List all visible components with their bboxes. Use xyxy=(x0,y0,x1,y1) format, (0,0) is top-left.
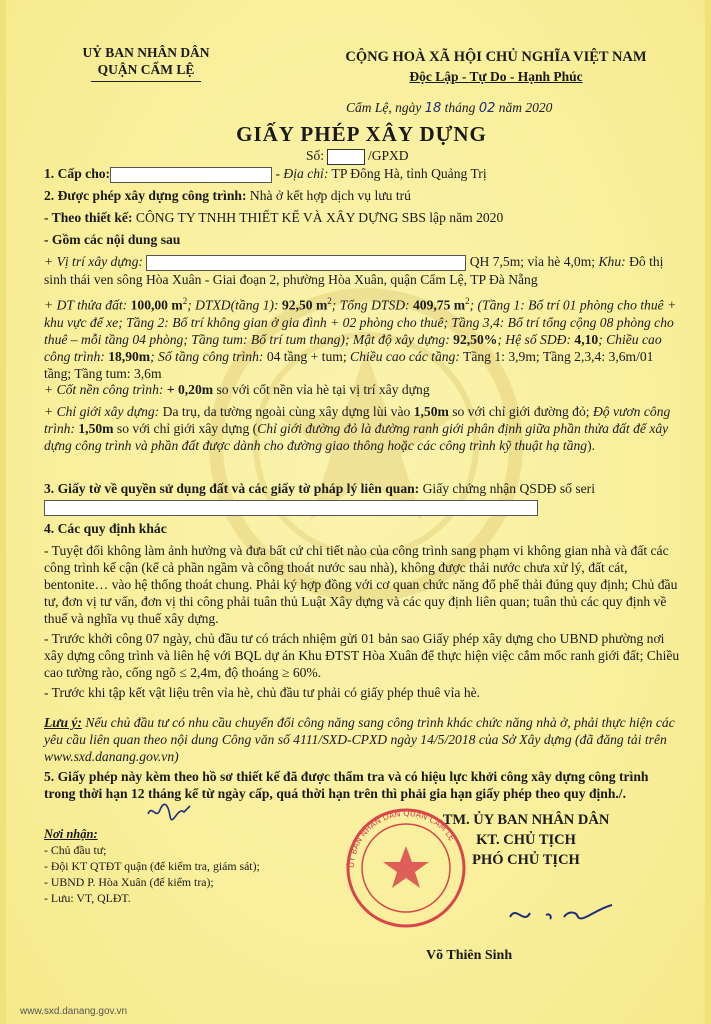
s2-value: Nhà ở kết hợp dịch vụ lưu trú xyxy=(249,188,411,203)
setback-text2: so với chỉ giới đường đỏ; xyxy=(452,404,590,419)
build-area-value: 92,50 m xyxy=(281,297,328,313)
floor-height-label: Chiều cao các tầng: xyxy=(350,348,460,364)
seal-text: ỦY BAN NHÂN DÂN QUẬN CẨM LỆ xyxy=(346,808,457,869)
foundation-value: + 0,20m xyxy=(166,382,214,397)
signature-block xyxy=(366,810,686,870)
s1-addr: TP Đông Hà, tỉnh Quảng Trị xyxy=(331,166,487,181)
far-value: 4,10 xyxy=(574,331,599,347)
section-5: 5. Giấy phép này kèm theo hồ sơ thiết kế đã được thẩm tra và có hiệu lực khởi công xây dựng công trình trong thời hạn 12 tháng kể từ ngày cấp, quá thời hạn trên thì phải gia hạn giấy phép theo quy định./. xyxy=(44,769,649,801)
rule-3: - Trước khi tập kết vật liệu trên vỉa hè, chủ đầu tư phải có giấy phép thuê vỉa hè. xyxy=(44,685,481,700)
sign-title: PHÓ CHỦ TỊCH xyxy=(472,852,580,868)
setback-label: + Chỉ giới xây dựng: xyxy=(44,404,160,419)
foundation-rest: so với cốt nền vỉa hè tại vị trí xây dựng xyxy=(216,382,430,397)
note-text: Nếu chủ đầu tư có nhu cầu chuyển đổi công năng sang công trình khác chức năng nhà ở, phải thực hiện các yêu cầu liên quan theo nội dung Công văn số 4111/SXD-CPXD ngày 14/5/2018 của Sở Xây dựng (đã đăng tải trên www.sxd.danang.gov.vn) xyxy=(44,715,675,764)
number-redacted-box xyxy=(327,149,365,165)
s3-value: Giấy chứng nhận QSDĐ số seri xyxy=(422,481,595,496)
date-prefix: Cẩm Lệ, ngày xyxy=(346,100,422,115)
recipient-item: - Lưu: VT, QLĐT. xyxy=(44,891,131,905)
location-label: + Vị trí xây dựng: xyxy=(44,254,143,269)
handwritten-initial-icon xyxy=(144,800,194,824)
rule-1: - Tuyệt đối không làm ảnh hưởng và đưa bất cứ chi tiết nào của công trình sang phạm vi không gian nhà và đất các công trình kế cận (kể cả phần ngầm và công thoát nước sau nhà), không được thải nước chưa xử lý, đất cát, bentonite… vào hệ thống thoát chung. Phải ký hợp đồng với cơ quan chức năng đổ phế thải đúng quy định; Chủ đầu tư, đơn vị tư vấn, đơn vị thi công phải tuân thủ Luật Xây dựng và các quy định liên quan; tuân thủ các quy định về thuế và nghĩa vụ thuế xây dựng. xyxy=(44,543,678,626)
setback-text1: Da trụ, da tường ngoài cùng xây dựng lùi vào xyxy=(162,404,411,419)
date-month: 02 xyxy=(478,101,496,116)
setback-block xyxy=(44,403,680,454)
s3-label: 3. Giấy tờ về quyền sử dụng đất và các giấy tờ pháp lý liên quan: xyxy=(44,481,420,496)
density-label: Mật độ xây dựng: xyxy=(352,331,450,347)
projection-label: Độ vươn công trình: xyxy=(44,404,671,436)
location-redacted-box xyxy=(146,255,466,271)
location-text-a: QH 7,5m; vỉa hè 4,0m; xyxy=(469,254,596,269)
section-3 xyxy=(44,480,680,516)
s1-label: 1. Cấp cho: xyxy=(44,166,111,181)
far-label: ; Hệ số SDĐ: xyxy=(497,331,571,347)
date-year: năm 2020 xyxy=(498,100,553,115)
issue-date xyxy=(346,100,552,116)
issuer-underline xyxy=(91,81,201,82)
location-text-b: Đô thị sinh thái ven sông Hòa Xuân - Giai đoạn 2, phường Hòa Xuân, quận Cẩm Lệ, TP Đà Nẵng xyxy=(44,254,664,287)
content-heading: - Gồm các nội dung sau xyxy=(44,232,181,247)
design-value: CÔNG TY TNHH THIẾT KẾ VÀ XÂY DỰNG SBS lập năm 2020 xyxy=(135,210,504,225)
lot-area-label: + DT thửa đất: xyxy=(44,297,128,313)
sign-role: KT. CHỦ TỊCH xyxy=(476,832,576,848)
projection-text: so với chỉ giới xây dựng ( xyxy=(116,421,258,436)
note-block xyxy=(44,714,680,765)
date-day: 18 xyxy=(424,101,442,116)
recipients-block xyxy=(44,826,260,906)
lot-area-value: 100,00 m xyxy=(130,297,183,313)
number-label: Số: xyxy=(306,148,325,163)
recipient-item: - UBND P. Hòa Xuân (để kiểm tra); xyxy=(44,875,214,889)
density-value: 92,50% xyxy=(453,331,498,347)
signer-name: Võ Thiên Sinh xyxy=(426,948,513,963)
note-label: Lưu ý: xyxy=(44,715,82,730)
height-value: 18,90m xyxy=(108,348,151,364)
owner-redacted-box xyxy=(110,167,272,183)
land-cert-redacted-box xyxy=(44,500,538,516)
section-4-heading: 4. Các quy định khác xyxy=(44,521,167,536)
floor-height-value: Tầng 1: 3,9m; Tầng 2,3,4: 3,6m/01 tầng; Tầng tum: 3,6m xyxy=(44,348,654,381)
area-block: + DT thửa đất: 100,00 $m^2$; DTXD(tầng 1): 92,50 $m^2$; Tổng DTSD: 409,75 $m^2$; (Tầng 1: Bố trí 01 phòng cho thuê + khu vực để xe; Tầng 2: Bố trí không gian ở gia đình + 02 phòng cho thuê; Tầng 3,4: Bố trí tổng cộng 08 phòng cho thuê – mỗi tầng 04 phòng; Tầng tum: Bố trí tum thang); Mật độ xây dựng: 92,50%; Hệ số SDĐ: 4,10; Chiều cao công trình: 18,90m; Số tầng công trình: 04 tầng + tum; Chiều cao các tầng: Tầng 1: 3,9m; Tầng 2,3,4: 3,6m/01 tầng; Tầng tum: 3,6m xyxy=(44,296,677,381)
section-1 xyxy=(44,165,680,183)
section-4-body xyxy=(44,542,680,701)
national-motto: Độc Lập - Tự Do - Hạnh Phúc xyxy=(409,69,583,84)
s2-label: 2. Được phép xây dựng công trình: xyxy=(44,188,247,203)
design-by xyxy=(44,209,680,226)
projection-value: 1,50m xyxy=(78,421,114,436)
total-area-value: 409,75 m xyxy=(413,297,466,313)
redline-definition: Chỉ giới đường đỏ là đường ranh giới phân định giữa phần thửa đất để xây dựng công trình và phần đất được dành cho đường giao thông hoặc các công trình kỹ thuật hạ tầng xyxy=(44,421,669,453)
number-suffix: /GPXD xyxy=(368,148,409,163)
national-title: CỘNG HOÀ XÃ HỘI CHỦ NGHĨA VIỆT NAM xyxy=(345,49,647,65)
issuer-line2: QUẬN CẨM LỆ xyxy=(97,62,195,77)
sign-org: TM. ỦY BAN NHÂN DÂN xyxy=(442,812,610,828)
setback-value: 1,50m xyxy=(413,404,449,419)
location-block xyxy=(44,253,680,288)
date-month-label: tháng xyxy=(444,100,476,115)
recipients-label: Nơi nhận: xyxy=(44,827,98,841)
foundation-level xyxy=(44,381,680,398)
foundation-label: + Cốt nền công trình: xyxy=(44,382,164,397)
national-header xyxy=(306,48,686,86)
floors-label: ; Số tầng công trình: xyxy=(150,348,264,364)
issuer-line1: UỶ BAN NHÂN DÂN xyxy=(82,45,210,60)
design-label: - Theo thiết kế: xyxy=(44,210,133,225)
rule-2: - Trước khởi công 07 ngày, chủ đầu tư có trách nhiệm gửi 01 bản sao Giấy phép xây dựng cho UBND phường nơi xây dựng công trình và liên hệ với BQL dự án Khu ĐTST Hòa Xuân để thực hiện việc cắm mốc ranh giới đất; Chiều cao tường rào, cổng ngõ ≤ 2,4m, độ thoáng ≥ 60%. xyxy=(44,631,680,680)
s1-addr-label: - Địa chỉ: xyxy=(275,166,329,181)
recipient-item: - Chủ đầu tư; xyxy=(44,843,107,857)
total-area-label: ; Tổng DTSD: xyxy=(331,297,410,313)
signature-scribble-icon xyxy=(506,895,616,931)
footer-url[interactable]: www.sxd.danang.gov.vn xyxy=(20,1006,128,1017)
issuer-header xyxy=(36,44,256,78)
permit-number xyxy=(306,148,409,165)
floor-plan-note: ; (Tầng 1: Bố trí 01 phòng cho thuê + khu vực để xe; Tầng 2: Bố trí không gian ở gia đình + 02 phòng cho thuê; Tầng 3,4: Bố trí tổng cộng 08 phòng cho thuê – mỗi tầng 04 phòng; Tầng tum: Bố trí tum thang); xyxy=(44,297,677,347)
build-area-label: ; DTXD(tầng 1): xyxy=(187,297,279,313)
floors-value: 04 tầng + tum; xyxy=(266,348,347,364)
location-khu-label: Khu: xyxy=(598,254,626,269)
setback-end: ). xyxy=(587,438,595,453)
section-2 xyxy=(44,187,680,204)
recipient-item: - Đội KT QTĐT quận (để kiểm tra, giám sát); xyxy=(44,859,260,873)
document-title: GIẤY PHÉP XÂY DỰNG xyxy=(236,122,487,146)
height-label: ; Chiều cao công trình: xyxy=(44,331,662,364)
